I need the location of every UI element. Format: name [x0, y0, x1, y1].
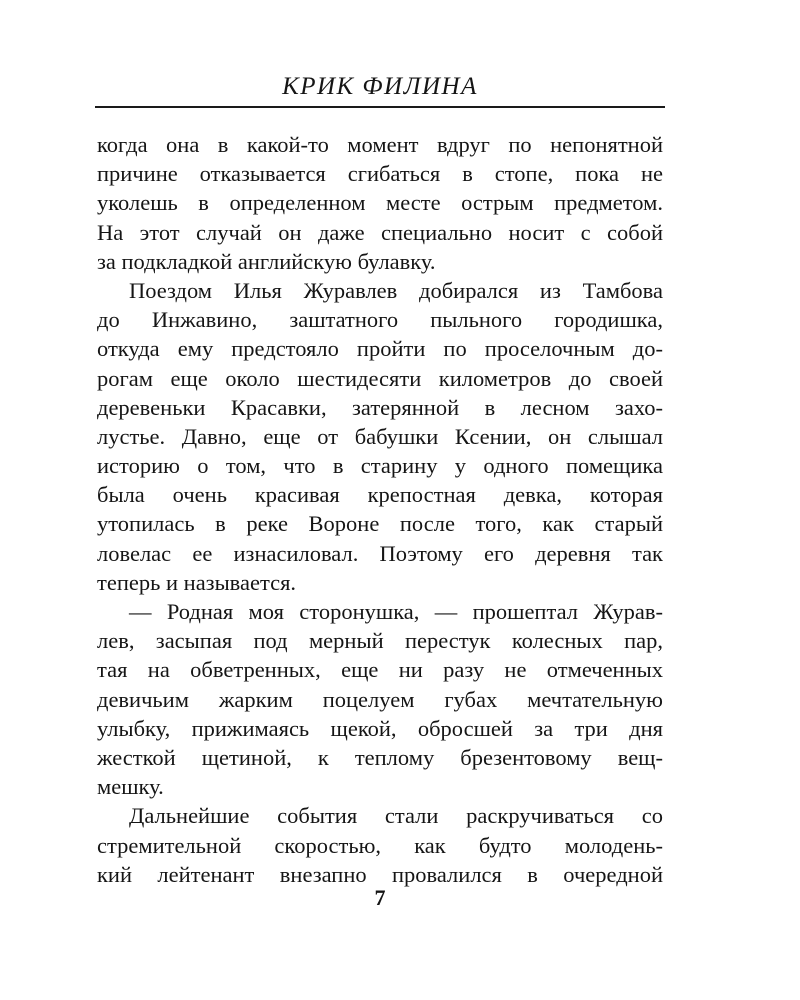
text-line: лев, засыпая под мерный перестук колесных пар, — [97, 628, 663, 654]
text-line: стремительной скоростью, как будто молодень- — [97, 832, 663, 858]
text-line: была очень красивая крепостная девка, которая — [97, 482, 663, 508]
header-rule — [95, 106, 665, 108]
text-line: лустье. Давно, еще от бабушки Ксении, он слышал — [97, 423, 663, 449]
text-line: историю о том, что в старину у одного помещика — [97, 453, 663, 479]
text-line: кий лейтенант внезапно провалился в очередной — [97, 861, 663, 887]
text-line: девичьим жарким поцелуем губах мечтательную — [97, 686, 663, 712]
text-line: теперь и называется. — [97, 569, 297, 595]
text-line: тая на обветренных, еще ни разу не отмеченных — [97, 657, 663, 683]
text-line: На этот случай он даже специально носит с собой — [97, 219, 663, 245]
text-line: уколешь в определенном месте острым предметом. — [97, 190, 663, 216]
running-head-title: КРИК ФИЛИНА — [282, 73, 478, 100]
text-line: Поездом Илья Журавлев добирался из Тамбова — [129, 277, 663, 303]
text-line: за подкладкой английскую булавку. — [97, 248, 436, 274]
text-line: откуда ему предстояло пройти по проселочным до- — [97, 336, 663, 362]
text-line: ловелас ее изнасиловал. Поэтому его деревня так — [97, 540, 663, 566]
text-line: улыбку, прижимаясь щекой, обросшей за три дня — [97, 715, 663, 741]
text-line: — Родная моя сторонушка, — прошептал Журав- — [129, 599, 663, 624]
text-line: Дальнейшие события стали раскручиваться со — [129, 803, 663, 829]
text-line: жесткой щетиной, к теплому брезентовому вещ- — [97, 744, 663, 770]
text-line: утопилась в реке Вороне после того, как старый — [97, 511, 663, 537]
body-text — [97, 130, 663, 889]
text-line: когда она в какой-то момент вдруг по непонятной — [97, 132, 663, 157]
text-line: причине отказывается сгибаться в стопе, пока не — [97, 161, 663, 187]
text-line: до Инжавино, заштатного пыльного городишка, — [97, 307, 663, 333]
page-number: 7 — [374, 885, 386, 910]
text-line: рогам еще около шестидесяти километров до своей — [97, 365, 663, 391]
text-line: мешку. — [97, 774, 164, 800]
text-line: деревеньки Красавки, затерянной в лесном захо- — [97, 394, 663, 420]
